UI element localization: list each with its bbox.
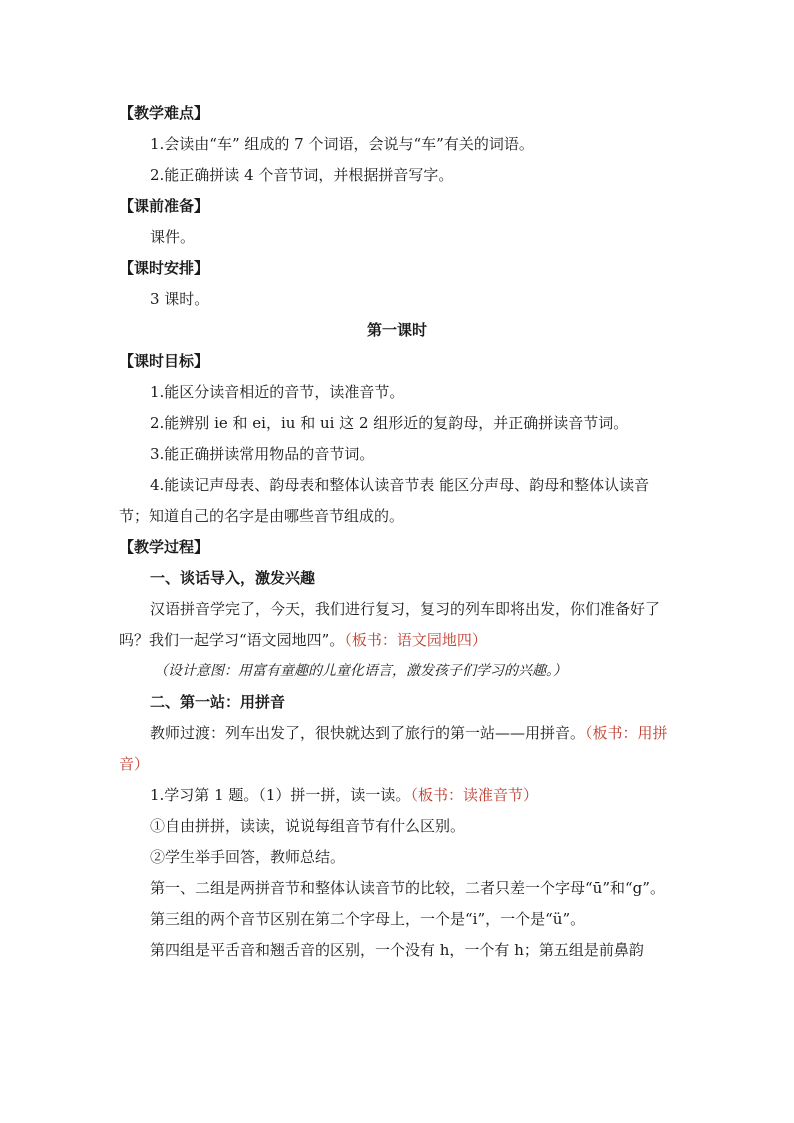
difficulty-item-2: 2.能正确拼读 4 个音节词，并根据拼音写字。	[150, 166, 454, 184]
section-2-paragraph-3: 第四组是平舌音和翘舌音的区别，一个没有 h，一个有 h；第五组是前鼻韵	[150, 941, 644, 959]
objective-item-2: 2.能辨别 ie 和 ei，iu 和 ui 这 2 组形近的复韵母，并正确拼读音节词。	[150, 414, 629, 432]
objectives-heading: 【课时目标】	[119, 352, 210, 370]
preparation-heading: 【课前准备】	[119, 197, 210, 215]
preparation-text: 课件。	[150, 228, 196, 246]
lesson-title: 第一课时	[366, 321, 427, 339]
objective-item-1: 1.能区分读音相近的音节，读准音节。	[150, 383, 405, 401]
section-2-transition	[119, 718, 675, 780]
section-1-paragraph	[119, 594, 675, 656]
section-2-step-2: ②学生举手回答，教师总结。	[150, 848, 346, 866]
section-2-paragraph-2: 第三组的两个音节区别在第二个字母上，一个是“i”，一个是“ü”。	[150, 910, 586, 928]
schedule-text: 3 课时。	[150, 290, 210, 308]
difficulty-item-1: 1.会读由“车” 组成的 7 个词语，会说与“车”有关的词语。	[150, 135, 534, 153]
design-intent-note: （设计意图：用富有童趣的儿童化语言，激发孩子们学习的兴趣。）	[154, 663, 567, 679]
objective-item-4: 4.能读记声母表、韵母表和整体认读音节表 能区分声母、韵母和整体认读音节；知道自己的名字是由哪些音节组成的。	[119, 476, 650, 525]
section-2-task	[119, 780, 675, 811]
section-1-title: 一、谈话导入，激发兴趣	[150, 569, 316, 587]
section-2-title: 二、第一站：用拼音	[150, 693, 286, 711]
blackboard-note: （板书：读准音节）	[410, 786, 538, 804]
section-2-step-1: ①自由拼拼，读读，说说每组音节有什么区别。	[150, 817, 466, 835]
objective-item-3: 3.能正确拼读常用物品的音节词。	[150, 445, 375, 463]
process-heading: 【教学过程】	[119, 538, 210, 556]
blackboard-note: （板书：语文园地四）	[344, 631, 487, 649]
section-1-paragraph-text: 汉语拼音学完了，今天，我们进行复习，复习的列车即将出发，你们准备好了吗？我们一起学习“语文园地四”。	[119, 600, 661, 649]
schedule-heading: 【课时安排】	[119, 259, 210, 277]
section-2-transition-text: 教师过渡：列车出发了，很快就达到了旅行的第一站——用拼音。	[150, 724, 586, 742]
section-2-paragraph-1: 第一、二组是两拼音节和整体认读音节的比较，二者只差一个字母“ū”和“g”。	[150, 879, 665, 897]
document-content	[119, 98, 675, 966]
blackboard-note: （板书：用拼音）	[119, 724, 668, 773]
section-2-task-text: 1.学习第 1 题。（1）拼一拼，读一读。	[150, 786, 411, 804]
difficulty-heading: 【教学难点】	[119, 104, 210, 122]
